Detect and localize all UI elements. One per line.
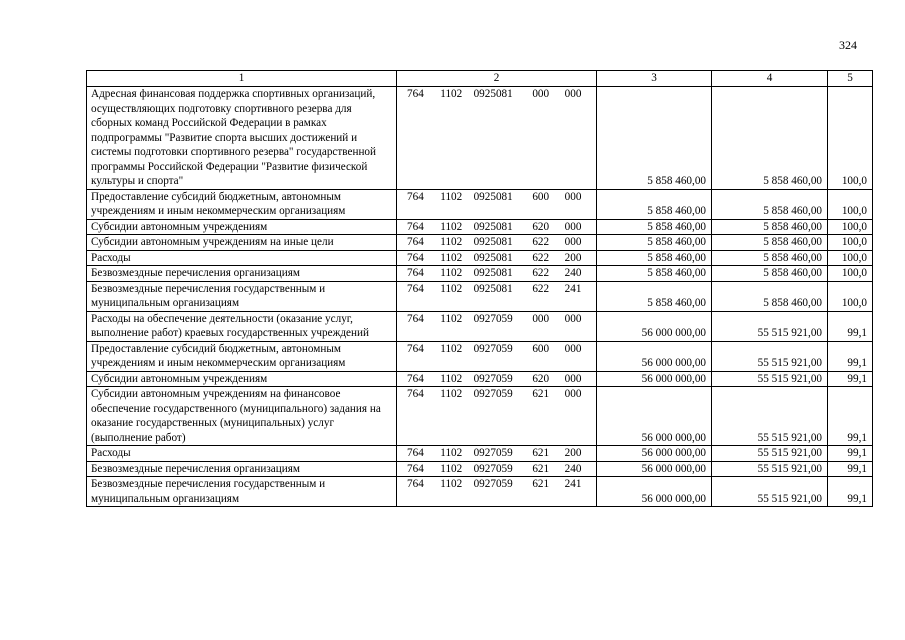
row-fact: 5 858 460,00 [712,266,828,282]
row-codes [397,250,597,266]
table-row [87,461,873,477]
row-codes [397,387,597,446]
code-kosgu: 000 [564,342,582,355]
row-name: Расходы [87,446,397,462]
code-type: 621 [532,462,550,475]
code-target: 0925081 [473,282,513,295]
table-row [87,250,873,266]
code-section: 1102 [440,342,463,355]
code-section: 1102 [440,312,463,325]
row-codes [397,281,597,311]
row-fact: 5 858 460,00 [712,235,828,251]
row-name: Субсидии автономным учреждениям [87,219,397,235]
code-section: 1102 [440,282,463,295]
code-kosgu: 000 [564,312,582,325]
code-section: 1102 [440,236,463,248]
row-fact: 55 515 921,00 [712,461,828,477]
code-kosgu: 241 [564,478,582,490]
row-plan: 56 000 000,00 [597,311,712,341]
row-percent: 100,0 [828,235,873,251]
code-admin: 764 [407,478,424,490]
row-name: Безвозмездные перечисления государственным и муниципальным организациям [87,477,397,507]
row-name: Расходы на обеспечение деятельности (оказание услуг, выполнение работ) краевых государственных учреждений [87,311,397,341]
code-target: 0927059 [473,388,513,400]
row-codes [397,461,597,477]
row-fact: 55 515 921,00 [712,477,828,507]
code-admin: 764 [407,447,424,459]
table-row [87,235,873,251]
row-plan: 5 858 460,00 [597,266,712,282]
code-kosgu: 200 [564,251,582,264]
table-row [87,189,873,219]
code-target: 0925081 [473,220,513,233]
row-plan: 56 000 000,00 [597,477,712,507]
budget-table [86,70,873,507]
code-section: 1102 [440,220,463,233]
code-kosgu: 000 [564,220,582,233]
row-name: Расходы [87,250,397,266]
row-plan: 56 000 000,00 [597,341,712,371]
row-name: Субсидии автономным учреждениям на иные цели [87,235,397,251]
table-row [87,87,873,190]
row-percent: 100,0 [828,189,873,219]
code-section: 1102 [440,190,463,203]
row-plan: 56 000 000,00 [597,446,712,462]
code-type: 000 [532,88,550,100]
code-section: 1102 [440,251,463,264]
row-codes [397,371,597,387]
row-percent: 99,1 [828,446,873,462]
row-plan: 5 858 460,00 [597,219,712,235]
code-target: 0925081 [473,236,513,248]
row-percent: 99,1 [828,311,873,341]
code-admin: 764 [407,372,424,385]
code-section: 1102 [440,462,463,475]
row-fact: 5 858 460,00 [712,87,828,190]
row-percent: 99,1 [828,387,873,446]
code-section: 1102 [440,372,463,385]
row-plan: 56 000 000,00 [597,387,712,446]
table-row [87,446,873,462]
code-target: 0927059 [473,447,513,459]
row-codes [397,235,597,251]
code-kosgu: 000 [564,372,582,385]
code-admin: 764 [407,282,424,295]
code-target: 0927059 [473,478,513,490]
header-col-5: 5 [828,71,873,87]
header-col-4: 4 [712,71,828,87]
code-target: 0925081 [473,267,513,279]
code-admin: 764 [407,251,424,264]
code-target: 0927059 [473,462,513,475]
code-admin: 764 [407,312,424,325]
code-section: 1102 [440,88,463,100]
row-percent: 99,1 [828,341,873,371]
code-type: 600 [532,342,550,355]
row-percent: 100,0 [828,87,873,190]
code-target: 0927059 [473,312,513,325]
row-plan: 56 000 000,00 [597,461,712,477]
code-kosgu: 241 [564,282,582,295]
code-admin: 764 [407,342,424,355]
header-col-1: 1 [87,71,397,87]
code-kosgu: 240 [564,267,582,279]
code-section: 1102 [440,478,463,490]
code-kosgu: 240 [564,462,582,475]
row-name: Субсидии автономным учреждениям на финансовое обеспечение государственного (муниципального) задания на оказание государственных (муниципальных) услуг (выполнение работ) [87,387,397,446]
row-fact: 5 858 460,00 [712,189,828,219]
row-percent: 100,0 [828,250,873,266]
row-fact: 5 858 460,00 [712,219,828,235]
row-codes [397,311,597,341]
code-admin: 764 [407,462,424,475]
row-codes [397,341,597,371]
row-plan: 5 858 460,00 [597,235,712,251]
row-fact: 5 858 460,00 [712,281,828,311]
row-percent: 100,0 [828,219,873,235]
code-target: 0925081 [473,190,513,203]
code-section: 1102 [440,447,463,459]
row-codes [397,219,597,235]
code-type: 622 [532,251,550,264]
header-row [87,71,873,87]
code-type: 620 [532,372,550,385]
row-name: Безвозмездные перечисления государственным и муниципальным организациям [87,281,397,311]
row-plan: 5 858 460,00 [597,189,712,219]
code-target: 0925081 [473,251,513,264]
table-row [87,219,873,235]
row-percent: 99,1 [828,371,873,387]
code-target: 0925081 [473,88,513,100]
code-target: 0927059 [473,372,513,385]
row-fact: 55 515 921,00 [712,311,828,341]
code-type: 622 [532,236,550,248]
row-percent: 99,1 [828,461,873,477]
row-name: Адресная финансовая поддержка спортивных организаций, осуществляющих подготовку спортивного резерва для сборных команд Российской Федерации в рамках подпрограммы "Развитие спорта высших достижений и системы подготовки спортивного резерва" государственной программы Российской Федерации "Развитие физической культуры и спорта" [87,87,397,190]
code-admin: 764 [407,267,424,279]
code-type: 622 [532,282,550,295]
code-kosgu: 000 [564,388,582,400]
page-number: 324 [839,38,857,52]
code-type: 600 [532,190,550,203]
code-type: 621 [532,388,550,400]
row-plan: 5 858 460,00 [597,250,712,266]
table-row [87,341,873,371]
table-row [87,311,873,341]
row-plan: 5 858 460,00 [597,87,712,190]
row-plan: 5 858 460,00 [597,281,712,311]
row-fact: 55 515 921,00 [712,387,828,446]
table-row [87,371,873,387]
row-fact: 5 858 460,00 [712,250,828,266]
row-plan: 56 000 000,00 [597,371,712,387]
table-body [87,87,873,507]
row-percent: 100,0 [828,281,873,311]
row-name: Безвозмездные перечисления организациям [87,461,397,477]
row-name: Субсидии автономным учреждениям [87,371,397,387]
code-type: 622 [532,267,550,279]
code-admin: 764 [407,190,424,203]
row-fact: 55 515 921,00 [712,341,828,371]
table-row [87,281,873,311]
row-codes [397,446,597,462]
row-codes [397,266,597,282]
table-row [87,477,873,507]
table-row [87,266,873,282]
row-codes [397,189,597,219]
code-type: 621 [532,478,550,490]
code-kosgu: 000 [564,190,582,203]
code-kosgu: 000 [564,236,582,248]
table-row [87,387,873,446]
code-admin: 764 [407,220,424,233]
code-admin: 764 [407,236,424,248]
row-name: Безвозмездные перечисления организациям [87,266,397,282]
code-section: 1102 [440,267,463,279]
row-fact: 55 515 921,00 [712,371,828,387]
code-section: 1102 [440,388,463,400]
header-col-2: 2 [397,71,597,87]
row-name: Предоставление субсидий бюджетным, автономным учреждениям и иным некоммерческим организациям [87,189,397,219]
header-col-3: 3 [597,71,712,87]
code-admin: 764 [407,388,424,400]
code-type: 620 [532,220,550,233]
row-fact: 55 515 921,00 [712,446,828,462]
row-codes [397,87,597,190]
row-name: Предоставление субсидий бюджетным, автономным учреждениям и иным некоммерческим организациям [87,341,397,371]
row-codes [397,477,597,507]
row-percent: 99,1 [828,477,873,507]
code-type: 000 [532,312,550,325]
code-type: 621 [532,447,550,459]
code-admin: 764 [407,88,424,100]
row-percent: 100,0 [828,266,873,282]
code-kosgu: 200 [564,447,582,459]
code-kosgu: 000 [564,88,582,100]
code-target: 0927059 [473,342,513,355]
